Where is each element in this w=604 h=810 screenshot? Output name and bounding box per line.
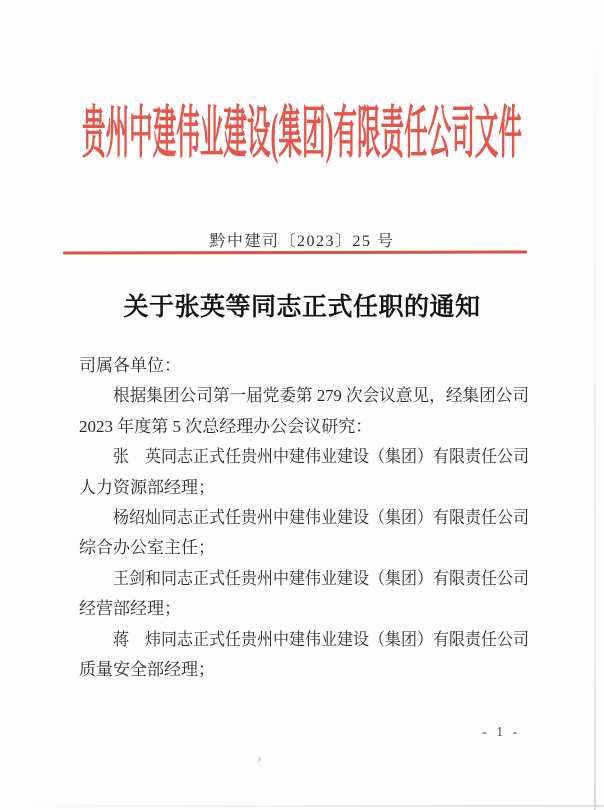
body-line-text: 2023 年度第 5 次总经理办公会议研究： bbox=[79, 416, 373, 436]
body-line bbox=[79, 442, 529, 472]
red-letterhead bbox=[82, 101, 522, 167]
body-line-text: 杨绍灿同志正式任贵州中建伟业建设（集团）有限责任公司 bbox=[113, 507, 530, 527]
body-line-text: 质量安全部经理； bbox=[79, 659, 215, 679]
body-line bbox=[79, 625, 529, 655]
document-title: 关于张英等同志正式任职的通知 bbox=[123, 294, 481, 321]
scan-edge-shadow-bottom bbox=[0, 805, 604, 807]
document-number: 黔中建司〔2023〕25 号 bbox=[209, 233, 395, 250]
body-line bbox=[79, 594, 529, 624]
salutation-line bbox=[79, 351, 529, 381]
body-line-text: 经营部经理； bbox=[79, 599, 181, 619]
body-line bbox=[79, 533, 529, 563]
body-line-text: 王剑和同志正式任贵州中建伟业建设（集团）有限责任公司 bbox=[113, 568, 530, 588]
body-line-text: 根据集团公司第一届党委第 279 次会议意见，经集团公司 bbox=[113, 386, 529, 406]
body-line bbox=[79, 564, 529, 594]
body-line bbox=[79, 473, 529, 503]
company-letterhead-title: 贵州中建伟业建设(集团)有限责任公司文件 bbox=[82, 102, 522, 165]
scan-artifact-speck bbox=[258, 757, 261, 762]
page-number: - 1 - bbox=[482, 725, 521, 740]
body-line bbox=[79, 412, 529, 442]
body-line bbox=[79, 503, 529, 533]
document-body bbox=[79, 351, 529, 685]
scan-edge-shadow-right bbox=[594, 0, 596, 810]
body-line-text: 司属各单位： bbox=[79, 356, 181, 375]
body-line-text: 人力资源部经理； bbox=[79, 477, 215, 497]
red-divider-line bbox=[63, 251, 527, 255]
body-line bbox=[79, 655, 529, 685]
body-line-text: 张 英同志正式任贵州中建伟业建设（集团）有限责任公司 bbox=[113, 447, 530, 467]
body-line-text: 综合办公室主任； bbox=[79, 538, 215, 558]
body-line-text: 蒋 炜同志正式任贵州中建伟业建设（集团）有限责任公司 bbox=[113, 629, 530, 649]
body-line bbox=[79, 381, 529, 411]
